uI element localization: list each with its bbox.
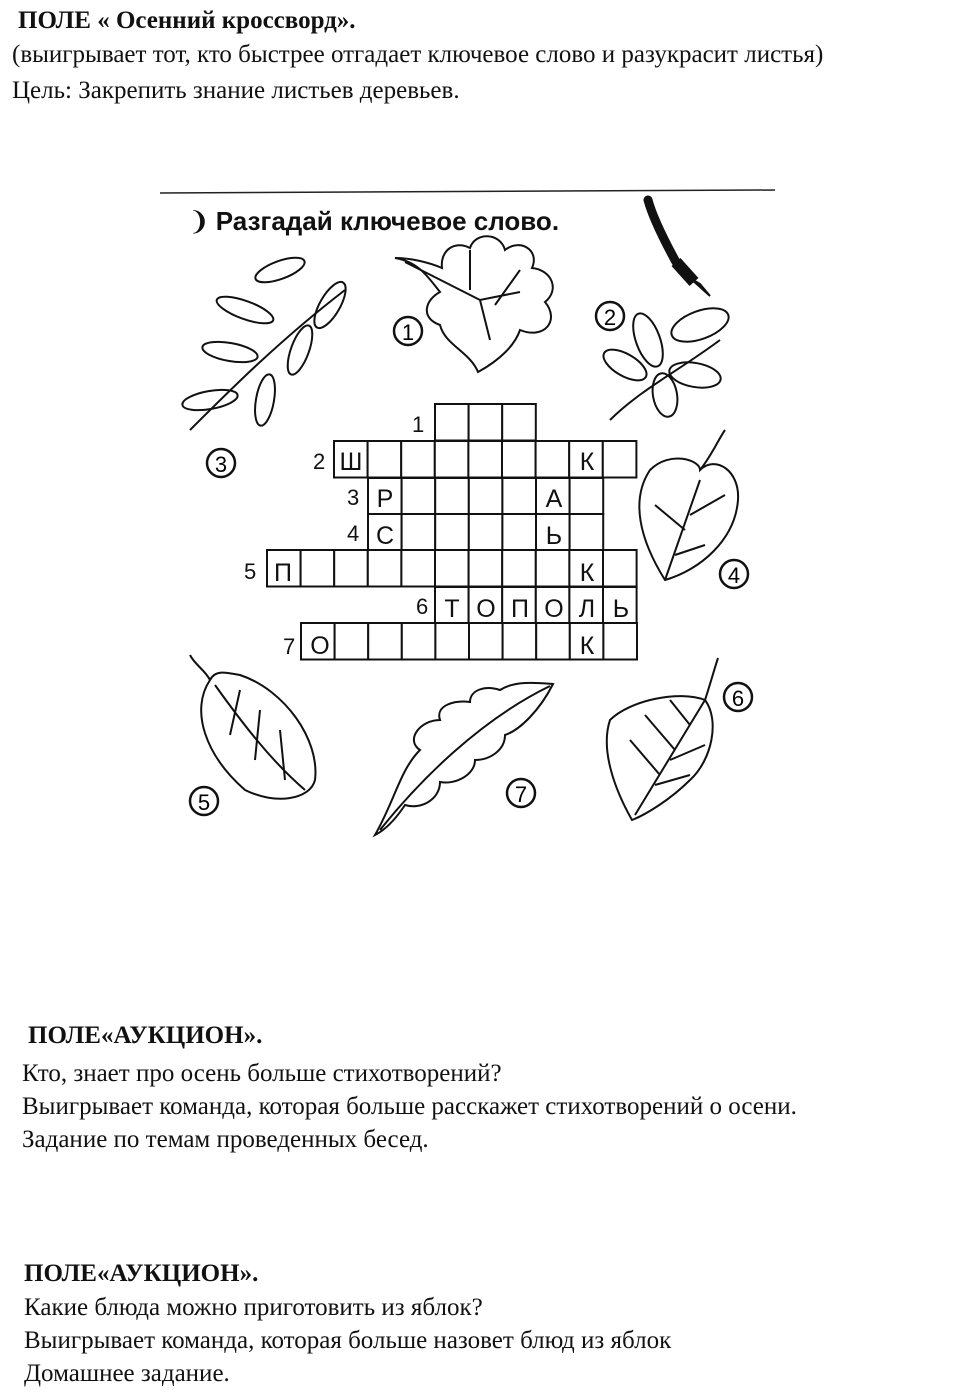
crossword-cell-r4-c4[interactable] xyxy=(469,514,503,551)
letter-r6-1: Т xyxy=(444,595,460,623)
crossword-cell-r7-c8[interactable] xyxy=(536,623,570,660)
crossword-cell-r7-c7[interactable] xyxy=(503,623,537,660)
crossword-cell-r7-c5[interactable] xyxy=(435,623,469,660)
lobed-leaf-icon xyxy=(375,683,553,835)
row-number-7: 7 xyxy=(283,634,296,659)
crossword-cell-r3-c3[interactable] xyxy=(435,478,469,515)
crossword-cell-r3-c4[interactable] xyxy=(469,478,503,515)
crossword-cell-r7-c2[interactable] xyxy=(335,623,369,660)
crossword-cell-r3-c7[interactable] xyxy=(570,478,604,515)
leaf-label-1: 1 xyxy=(401,320,415,345)
auction-2-title: ПОЛЕ«АУКЦИОН». xyxy=(24,1260,259,1287)
letter-r6-6: Ь xyxy=(612,595,630,623)
crossword-cell-r7-c10[interactable] xyxy=(603,623,637,660)
crossword-cell-r3-c5[interactable] xyxy=(502,478,536,515)
crossword-cell-r5-c2[interactable] xyxy=(301,550,335,587)
leaf-label-5: 5 xyxy=(197,790,211,815)
crossword-cell-r3-c2[interactable] xyxy=(402,478,436,515)
linden-leaf-icon xyxy=(639,430,738,580)
letter-r5-1: П xyxy=(274,559,292,587)
crossword-cell-r1-c1[interactable] xyxy=(435,404,469,441)
puzzle-caption-text: Разгадай ключевое слово. xyxy=(215,206,560,236)
page-title: ПОЛЕ « Осенний кроссворд». xyxy=(18,7,356,34)
auction-2-line-3: Домашнее задание. xyxy=(24,1360,230,1387)
ash-leaf-icon xyxy=(181,253,352,430)
letter-r2-1: Ш xyxy=(339,448,363,476)
crossword-cell-r2-c4[interactable] xyxy=(435,441,469,478)
birch-leaf-icon xyxy=(607,658,718,820)
page-subtitle: (выигрывает тот, кто быстрее отгадает ключевое слово и разукрасит листья) xyxy=(12,41,824,68)
row-number-4: 4 xyxy=(347,521,360,546)
crossword-cell-r1-c2[interactable] xyxy=(469,404,503,441)
oval-leaf-icon xyxy=(190,655,315,799)
letter-r4-key: Ь xyxy=(545,522,563,550)
crossword-cell-r2-c9[interactable] xyxy=(603,441,637,478)
letter-r3-1: Р xyxy=(376,485,394,513)
crossword-cell-r2-c2[interactable] xyxy=(368,441,402,478)
leaf-label-7: 7 xyxy=(514,782,528,807)
auction-1-title: ПОЛЕ«АУКЦИОН». xyxy=(28,1022,263,1049)
crossword-cell-r1-c3[interactable] xyxy=(502,404,536,441)
crossword-cell-r5-c4[interactable] xyxy=(368,550,402,587)
crossword-cell-r5-c9[interactable] xyxy=(536,550,570,587)
crossword-cell-r2-c3[interactable] xyxy=(401,441,435,478)
crossword-cell-r5-c6[interactable] xyxy=(435,550,469,587)
crossword-cell-r2-c7[interactable] xyxy=(536,441,570,478)
paintbrush-icon xyxy=(648,200,710,296)
auction-2-line-1: Какие блюда можно приготовить из яблок? xyxy=(24,1294,483,1321)
crossword-cell-r5-c11[interactable] xyxy=(603,550,637,587)
auction-1-line-3: Задание по темам проведенных бесед. xyxy=(22,1126,429,1153)
crossword-cell-r5-c8[interactable] xyxy=(502,550,536,587)
crossword-cell-r5-c5[interactable] xyxy=(401,550,435,587)
row-number-1: 1 xyxy=(412,412,425,437)
auction-1-line-2: Выигрывает команда, которая больше расскажет стихотворений о осени. xyxy=(22,1093,797,1120)
row-number-2: 2 xyxy=(313,449,326,474)
crossword-cell-r7-c4[interactable] xyxy=(402,623,436,660)
crossword-cell-r5-c3[interactable] xyxy=(334,550,368,587)
auction-2-line-2: Выигрывает команда, которая больше назовет блюд из яблок xyxy=(24,1327,672,1354)
crossword-cell-r7-c6[interactable] xyxy=(469,623,503,660)
letter-r6-2: О xyxy=(476,595,496,623)
crossword-cell-r5-c7[interactable] xyxy=(469,550,503,587)
letter-r3-key: А xyxy=(545,485,563,513)
letter-r5-last: К xyxy=(579,559,595,587)
leaf-label-4: 4 xyxy=(727,563,741,588)
crossword-cell-r2-c5[interactable] xyxy=(468,441,502,478)
goal-text: Цель: Закрепить знание листьев деревьев. xyxy=(12,77,460,104)
crossword-cell-r4-c2[interactable] xyxy=(402,514,436,551)
crossword-cell-r4-c7[interactable] xyxy=(570,514,604,551)
letter-r6-4: О xyxy=(544,595,564,623)
compound-leaf-icon xyxy=(599,302,733,420)
letter-r4-1: С xyxy=(375,522,395,550)
letter-r7-last: К xyxy=(579,632,595,660)
leaf-label-3: 3 xyxy=(214,452,228,477)
leaf-label-6: 6 xyxy=(731,686,745,711)
letter-r6-5: Л xyxy=(578,595,596,623)
leaf-label-2: 2 xyxy=(603,305,617,330)
letter-r6-3: П xyxy=(511,595,529,623)
row-number-6: 6 xyxy=(416,594,429,619)
puzzle-caption xyxy=(188,206,559,236)
crossword-cell-r7-c3[interactable] xyxy=(368,623,402,660)
crossword-cell-r4-c3[interactable] xyxy=(435,514,469,551)
caption-mark: ❩ xyxy=(188,206,210,236)
letter-r7-1: О xyxy=(310,632,330,660)
oak-leaf-icon xyxy=(395,236,553,372)
crossword-cell-r2-c6[interactable] xyxy=(502,441,536,478)
top-rule xyxy=(160,190,775,193)
row-number-5: 5 xyxy=(244,559,257,584)
crossword-cell-r4-c5[interactable] xyxy=(502,514,536,551)
letter-r2-last: К xyxy=(579,448,595,476)
auction-1-line-1: Кто, знает про осень больше стихотворений? xyxy=(22,1060,502,1087)
row-number-3: 3 xyxy=(347,485,360,510)
